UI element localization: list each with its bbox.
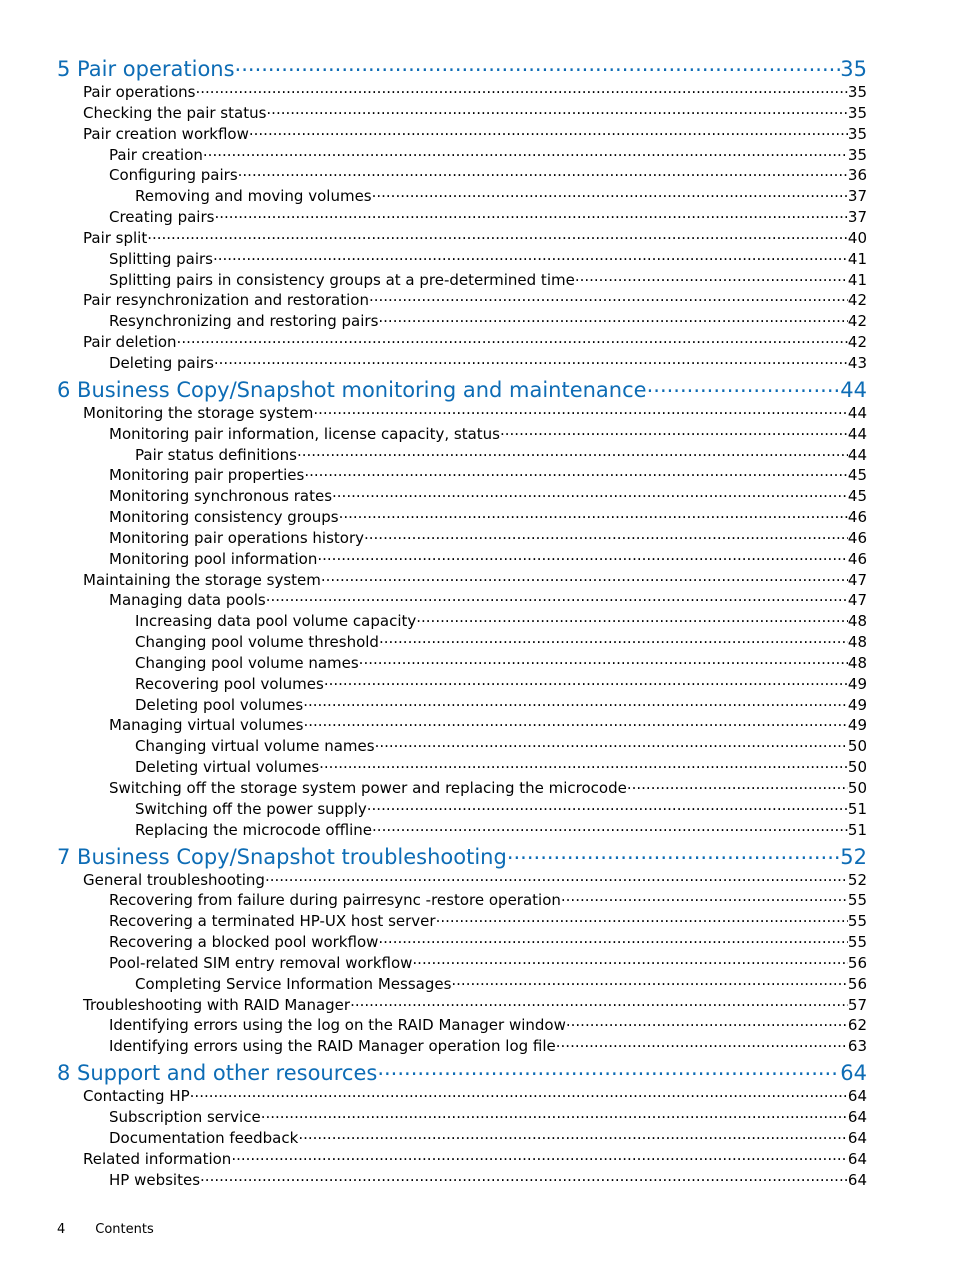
toc-entry-page: 35 xyxy=(847,145,867,164)
toc-entry-page: 64 xyxy=(840,1061,867,1086)
dot-leader xyxy=(321,570,848,591)
toc-entry-page: 48 xyxy=(847,633,867,652)
toc-entry[interactable] xyxy=(57,778,867,799)
toc-chapter-entry[interactable] xyxy=(57,1060,867,1086)
dot-leader xyxy=(265,870,848,891)
dot-leader xyxy=(416,611,848,632)
toc-entry-title: Pair deletion xyxy=(83,333,177,352)
toc-entry[interactable] xyxy=(57,186,867,207)
dot-leader xyxy=(214,353,848,374)
toc-entry[interactable] xyxy=(57,445,867,466)
dot-leader xyxy=(213,249,848,270)
toc-entry-title: Pair split xyxy=(83,228,148,247)
toc-entry[interactable] xyxy=(57,290,867,311)
toc-entry-page: 50 xyxy=(847,737,867,756)
dot-leader xyxy=(377,1060,840,1086)
dot-leader xyxy=(412,953,848,974)
toc-entry-title: Related information xyxy=(83,1149,232,1168)
dot-leader xyxy=(507,844,840,870)
toc-entry[interactable] xyxy=(57,1086,867,1107)
toc-entry-page: 64 xyxy=(847,1149,867,1168)
toc-entry-title: Documentation feedback xyxy=(109,1128,299,1147)
toc-entry[interactable] xyxy=(57,674,867,695)
toc-entry-title: Deleting pairs xyxy=(109,353,214,372)
toc-entry-page: 52 xyxy=(847,870,867,889)
toc-entry[interactable] xyxy=(57,736,867,757)
dot-leader xyxy=(203,145,848,166)
toc-entry-page: 49 xyxy=(847,695,867,714)
toc-entry-title: Subscription service xyxy=(109,1107,261,1126)
dot-leader xyxy=(566,1015,848,1036)
toc-entry-title: Monitoring pair information, license capacity, status xyxy=(109,424,500,443)
toc-entry[interactable] xyxy=(57,715,867,736)
toc-entry-title: Managing data pools xyxy=(109,591,266,610)
toc-entry[interactable] xyxy=(57,1036,867,1057)
toc-entry-page: 42 xyxy=(847,312,867,331)
dot-leader xyxy=(266,590,848,611)
toc-entry-page: 52 xyxy=(840,844,867,869)
toc-entry-page: 55 xyxy=(847,933,867,952)
toc-entry-title: Monitoring consistency groups xyxy=(109,508,339,527)
dot-leader xyxy=(350,995,848,1016)
dot-leader xyxy=(196,82,848,103)
toc-entry-page: 44 xyxy=(840,377,867,402)
toc-entry[interactable] xyxy=(57,507,867,528)
toc-entry[interactable] xyxy=(57,124,867,145)
toc-entry[interactable] xyxy=(57,932,867,953)
toc-entry-title: Checking the pair status xyxy=(83,103,267,122)
dot-leader xyxy=(298,1128,848,1149)
toc-entry[interactable] xyxy=(57,353,867,374)
dot-leader xyxy=(364,528,848,549)
toc-entry[interactable] xyxy=(57,145,867,166)
toc-entry-page: 51 xyxy=(847,799,867,818)
toc-entry-title: Recovering a blocked pool workflow xyxy=(109,933,379,952)
toc-entry[interactable] xyxy=(57,528,867,549)
toc-entry[interactable] xyxy=(57,403,867,424)
dot-leader xyxy=(261,1107,848,1128)
toc-entry-page: 44 xyxy=(847,403,867,422)
dot-leader xyxy=(147,228,848,249)
toc-entry-title: Splitting pairs in consistency groups at a pre-determined time xyxy=(109,270,575,289)
toc-entry-title: Contacting HP xyxy=(83,1087,190,1106)
toc-entry[interactable] xyxy=(57,653,867,674)
toc-entry-title: Replacing the microcode offline xyxy=(135,820,373,839)
dot-leader xyxy=(369,290,848,311)
toc-entry-title: Configuring pairs xyxy=(109,166,238,185)
toc-entry-page: 64 xyxy=(847,1087,867,1106)
toc-entry-page: 35 xyxy=(847,103,867,122)
toc-entry-title: Splitting pairs xyxy=(109,249,213,268)
toc-entry-page: 35 xyxy=(847,83,867,101)
dot-leader xyxy=(332,486,848,507)
dot-leader xyxy=(317,549,848,570)
toc-entry-page: 48 xyxy=(847,612,867,631)
page-number: 4 xyxy=(57,1222,66,1237)
toc-entry[interactable] xyxy=(57,249,867,270)
toc-entry-title: Changing pool volume threshold xyxy=(135,633,379,652)
toc-entry-page: 42 xyxy=(847,333,867,352)
toc-entry-title: 5 Pair operations xyxy=(57,57,235,81)
table-of-contents xyxy=(57,56,867,1190)
toc-entry-page: 55 xyxy=(847,891,867,910)
toc-entry-title: Increasing data pool volume capacity xyxy=(135,612,417,631)
toc-entry-page: 64 xyxy=(847,1170,867,1189)
toc-entry-title: Pair resynchronization and restoration xyxy=(83,291,369,310)
toc-entry-title: 6 Business Copy/Snapshot monitoring and maintenance xyxy=(57,377,647,402)
toc-entry[interactable] xyxy=(57,570,867,591)
toc-entry-page: 63 xyxy=(847,1037,867,1056)
dot-leader xyxy=(372,186,848,207)
dot-leader xyxy=(303,715,847,736)
toc-entry-page: 36 xyxy=(847,166,867,185)
toc-entry-page: 37 xyxy=(847,208,867,227)
toc-entry-page: 47 xyxy=(847,570,867,589)
toc-entry-title: Monitoring the storage system xyxy=(83,403,314,422)
toc-entry[interactable] xyxy=(57,695,867,716)
dot-leader xyxy=(324,674,848,695)
dot-leader xyxy=(297,445,848,466)
dot-leader xyxy=(375,736,848,757)
toc-entry-page: 43 xyxy=(847,353,867,372)
dot-leader xyxy=(303,695,848,716)
dot-leader xyxy=(561,890,848,911)
toc-entry-title: Completing Service Information Messages xyxy=(135,974,452,993)
dot-leader xyxy=(627,778,848,799)
toc-entry-title: HP websites xyxy=(109,1170,201,1189)
toc-entry-page: 35 xyxy=(847,124,867,143)
toc-entry-title: Pair creation xyxy=(109,145,203,164)
toc-entry-page: 44 xyxy=(847,424,867,443)
toc-entry-page: 35 xyxy=(840,57,867,81)
toc-entry-title: Recovering pool volumes xyxy=(135,674,324,693)
toc-entry[interactable] xyxy=(57,103,867,124)
toc-entry-page: 46 xyxy=(847,549,867,568)
dot-leader xyxy=(500,424,848,445)
toc-entry[interactable] xyxy=(57,757,867,778)
page-footer xyxy=(57,1222,154,1237)
toc-entry-page: 47 xyxy=(847,591,867,610)
footer-label: Contents xyxy=(95,1222,154,1237)
dot-leader xyxy=(200,1170,848,1191)
toc-entry-page: 42 xyxy=(847,291,867,310)
toc-chapter-entry[interactable] xyxy=(57,56,867,82)
dot-leader xyxy=(266,103,848,124)
toc-entry[interactable] xyxy=(57,311,867,332)
toc-entry[interactable] xyxy=(57,424,867,445)
dot-leader xyxy=(359,653,848,674)
toc-entry[interactable] xyxy=(57,590,867,611)
toc-entry-title: Switching off the storage system power and replacing the microcode xyxy=(109,779,627,797)
toc-entry-title: Managing virtual volumes xyxy=(109,716,304,735)
toc-entry-page: 50 xyxy=(847,779,867,797)
toc-entry-title: Identifying errors using the log on the RAID Manager window xyxy=(109,1016,566,1035)
toc-entry-title: Pair creation workflow xyxy=(83,124,249,143)
toc-entry-title: Monitoring pair properties xyxy=(109,466,305,485)
toc-entry-title: Pair status definitions xyxy=(135,445,297,464)
toc-entry[interactable] xyxy=(57,228,867,249)
toc-entry-page: 45 xyxy=(847,487,867,506)
toc-entry-page: 41 xyxy=(847,270,867,289)
toc-entry-title: Switching off the power supply xyxy=(135,799,367,818)
dot-leader xyxy=(556,1036,848,1057)
toc-entry-page: 55 xyxy=(847,912,867,931)
dot-leader xyxy=(249,124,848,145)
dot-leader xyxy=(304,465,848,486)
toc-entry[interactable] xyxy=(57,974,867,995)
dot-leader xyxy=(378,932,848,953)
toc-entry-page: 64 xyxy=(847,1128,867,1147)
toc-entry-title: Monitoring pool information xyxy=(109,549,318,568)
toc-entry[interactable] xyxy=(57,1015,867,1036)
toc-entry-page: 46 xyxy=(847,528,867,547)
dot-leader xyxy=(451,974,848,995)
toc-entry-title: Changing pool volume names xyxy=(135,653,359,672)
dot-leader xyxy=(319,757,848,778)
toc-entry[interactable] xyxy=(57,1107,867,1128)
toc-entry-title: Troubleshooting with RAID Manager xyxy=(83,995,351,1014)
toc-entry[interactable] xyxy=(57,632,867,653)
dot-leader xyxy=(214,207,847,228)
toc-entry-title: Creating pairs xyxy=(109,208,215,227)
toc-entry-page: 41 xyxy=(847,249,867,268)
dot-leader xyxy=(647,377,841,403)
toc-entry[interactable] xyxy=(57,270,867,291)
dot-leader xyxy=(190,1086,848,1107)
toc-entry-page: 62 xyxy=(847,1016,867,1035)
toc-entry[interactable] xyxy=(57,486,867,507)
toc-entry-title: Monitoring pair operations history xyxy=(109,528,364,547)
toc-entry[interactable] xyxy=(57,207,867,228)
dot-leader xyxy=(436,911,848,932)
toc-entry[interactable] xyxy=(57,82,867,103)
dot-leader xyxy=(235,56,841,82)
toc-entry[interactable] xyxy=(57,332,867,353)
dot-leader xyxy=(177,332,848,353)
toc-entry-page: 51 xyxy=(847,820,867,839)
toc-entry-title: Pool-related SIM entry removal workflow xyxy=(109,953,413,972)
dot-leader xyxy=(575,270,848,291)
toc-entry-title: Deleting virtual volumes xyxy=(135,758,320,777)
toc-chapter-entry[interactable] xyxy=(57,844,867,870)
toc-entry-title: Deleting pool volumes xyxy=(135,695,304,714)
dot-leader xyxy=(367,799,848,820)
toc-entry-title: Recovering a terminated HP-UX host server xyxy=(109,912,436,931)
toc-entry[interactable] xyxy=(57,911,867,932)
toc-entry[interactable] xyxy=(57,549,867,570)
toc-entry-title: Monitoring synchronous rates xyxy=(109,487,333,506)
toc-entry-page: 49 xyxy=(847,674,867,693)
toc-entry-title: Resynchronizing and restoring pairs xyxy=(109,312,379,331)
toc-entry-page: 44 xyxy=(847,445,867,464)
toc-entry-title: Pair operations xyxy=(83,83,196,101)
toc-entry-page: 49 xyxy=(847,716,867,735)
toc-entry-page: 46 xyxy=(847,508,867,527)
dot-leader xyxy=(238,165,848,186)
toc-entry-page: 50 xyxy=(847,758,867,777)
toc-entry-page: 64 xyxy=(847,1107,867,1126)
toc-entry-title: Identifying errors using the RAID Manager operation log file xyxy=(109,1037,556,1056)
toc-entry-title: Changing virtual volume names xyxy=(135,737,375,756)
toc-entry-title: 7 Business Copy/Snapshot troubleshooting xyxy=(57,844,507,869)
toc-entry-page: 57 xyxy=(847,995,867,1014)
dot-leader xyxy=(379,632,848,653)
toc-entry-page: 56 xyxy=(847,974,867,993)
dot-leader xyxy=(313,403,848,424)
toc-entry[interactable] xyxy=(57,465,867,486)
toc-entry[interactable] xyxy=(57,1170,867,1191)
dot-leader xyxy=(339,507,848,528)
toc-entry[interactable] xyxy=(57,165,867,186)
toc-entry-title: Removing and moving volumes xyxy=(135,187,372,206)
toc-entry-title: Maintaining the storage system xyxy=(83,570,321,589)
dot-leader xyxy=(372,820,848,841)
toc-entry[interactable] xyxy=(57,799,867,820)
toc-entry[interactable] xyxy=(57,820,867,841)
toc-entry[interactable] xyxy=(57,1128,867,1149)
toc-entry-page: 37 xyxy=(847,187,867,206)
dot-leader xyxy=(378,311,848,332)
dot-leader xyxy=(231,1149,848,1170)
toc-entry-page: 45 xyxy=(847,466,867,485)
toc-entry-title: General troubleshooting xyxy=(83,870,265,889)
toc-chapter-entry[interactable] xyxy=(57,377,867,403)
toc-entry[interactable] xyxy=(57,611,867,632)
toc-entry[interactable] xyxy=(57,1149,867,1170)
toc-entry[interactable] xyxy=(57,870,867,891)
toc-entry-title: 8 Support and other resources xyxy=(57,1061,378,1086)
toc-entry[interactable] xyxy=(57,953,867,974)
toc-entry[interactable] xyxy=(57,890,867,911)
toc-entry-page: 40 xyxy=(847,228,867,247)
toc-entry-title: Recovering from failure during pairresync -restore operation xyxy=(109,891,561,910)
toc-entry-page: 48 xyxy=(847,653,867,672)
toc-entry-page: 56 xyxy=(847,953,867,972)
toc-entry[interactable] xyxy=(57,995,867,1016)
